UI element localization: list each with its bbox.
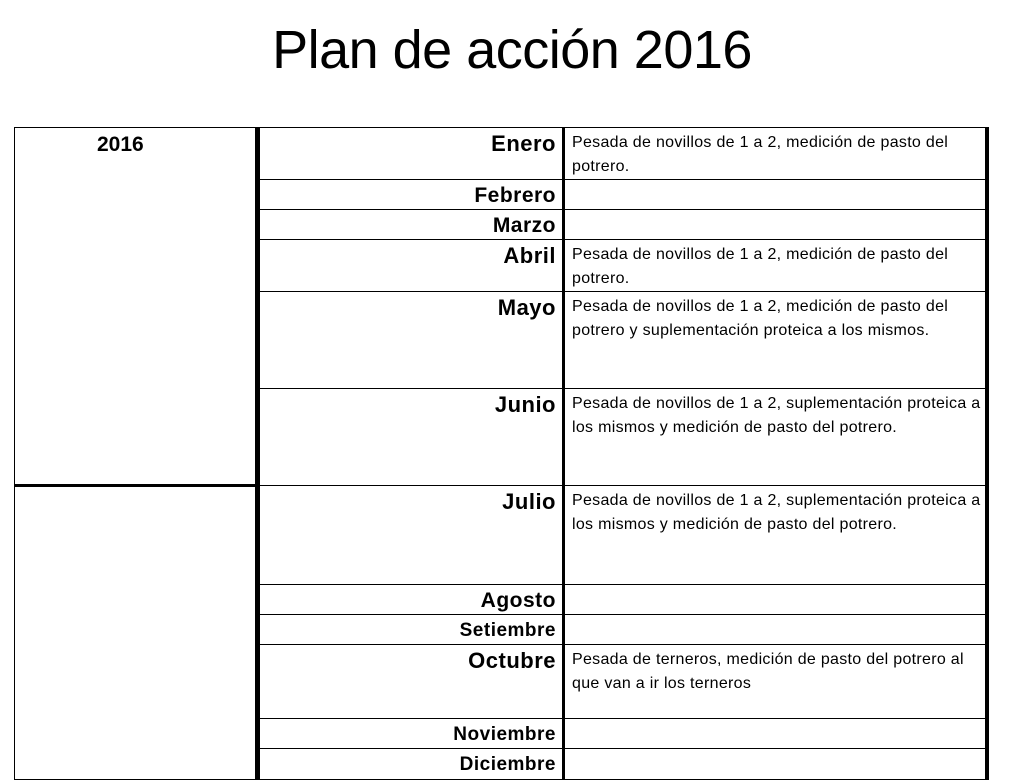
activity-cell	[564, 749, 987, 780]
month-cell: Abril	[258, 240, 564, 292]
activity-cell	[564, 585, 987, 615]
month-cell: Noviembre	[258, 719, 564, 749]
page-title: Plan de acción 2016	[272, 20, 752, 80]
table-row	[15, 128, 987, 180]
year-cell: 2016	[15, 128, 258, 486]
activity-cell	[564, 719, 987, 749]
month-cell: Octubre	[258, 645, 564, 719]
month-cell: Enero	[258, 128, 564, 180]
month-cell: Setiembre	[258, 615, 564, 645]
activity-cell	[564, 180, 987, 210]
activity-cell: Pesada de terneros, medición de pasto del potrero al que van a ir los terneros	[564, 645, 987, 719]
month-cell: Diciembre	[258, 749, 564, 780]
month-cell: Febrero	[258, 180, 564, 210]
activity-cell	[564, 210, 987, 240]
activity-cell: Pesada de novillos de 1 a 2, medición de pasto del potrero.	[564, 128, 987, 180]
activity-cell: Pesada de novillos de 1 a 2, suplementación proteica a los mismos y medición de pasto del potrero.	[564, 389, 987, 486]
month-cell: Julio	[258, 486, 564, 585]
table-row	[15, 486, 987, 585]
month-cell: Marzo	[258, 210, 564, 240]
action-plan-table	[14, 127, 989, 780]
year-cell-empty	[15, 486, 258, 780]
activity-cell: Pesada de novillos de 1 a 2, medición de pasto del potrero y suplementación proteica a los mismos.	[564, 292, 987, 389]
month-cell: Agosto	[258, 585, 564, 615]
activity-cell	[564, 615, 987, 645]
activity-cell: Pesada de novillos de 1 a 2, medición de pasto del potrero.	[564, 240, 987, 292]
month-cell: Mayo	[258, 292, 564, 389]
activity-cell: Pesada de novillos de 1 a 2, suplementación proteica a los mismos y medición de pasto del potrero.	[564, 486, 987, 585]
month-cell: Junio	[258, 389, 564, 486]
